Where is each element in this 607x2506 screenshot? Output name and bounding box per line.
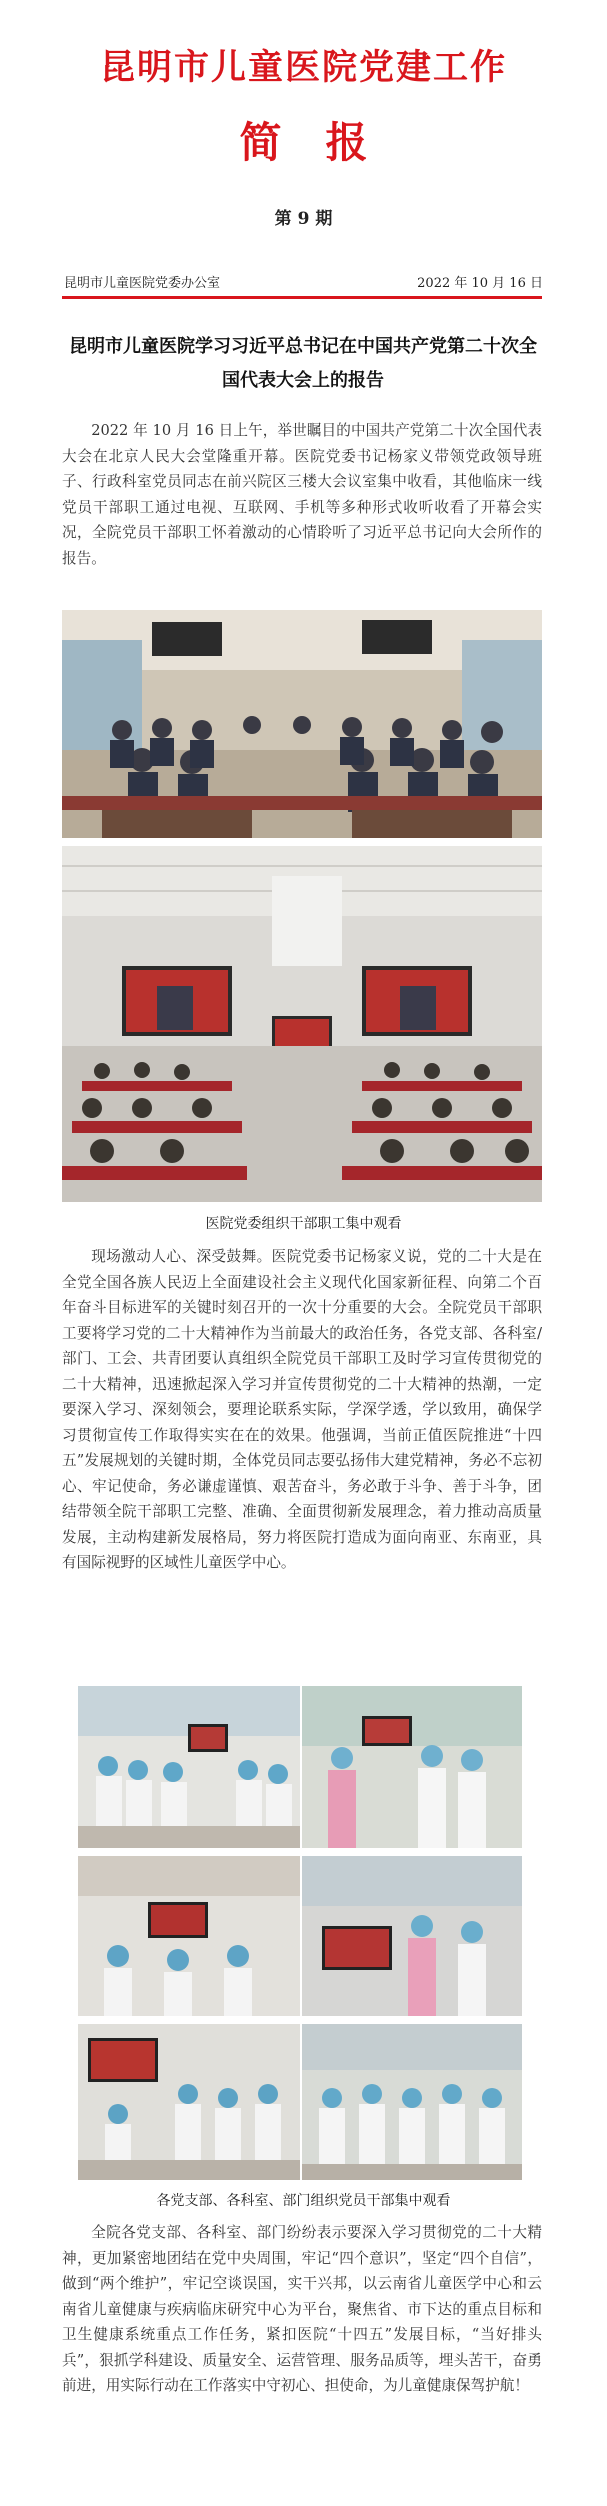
article-paragraph-2: 现场激动人心、深受鼓舞。医院党委书记杨家义说，党的二十大是在全党全国各族人民迈上全面建设社会主义现代化国家新征程、向第二个百年奋斗目标进军的关键时刻召开的一次十分重要的大会。全院党员干部职工要将学习党的二十大精神作为当前最大的政治任务，各党支部、各科室/部门、工会、共青团要认真组织全院党员干部职工及时学习宣传贯彻党的二十大精神，迅速掀起深入学习并宣传贯彻党的二十大精神的热潮，一定要深入学习、深刻领会，要理论联系实际，学深学透，学以致用，确保学习贯彻宣传工作取得实实在在的效果。他强调，当前正值医院推进“十四五”发展规划的关键时期，全体党员同志要弘扬伟大建党精神，务必不忘初心、牢记使命，务必谦虚谨慎、艰苦奋斗，务必敢于斗争、善于斗争，团结带领全院干部职工完整、准确、全面贯彻新发展理念，着力推动高质量发展，主动构建新发展格局，努力将医院打造成为面向南亚、东南亚，具有国际视野的区域性儿童医学中心。 <box>62 1248 542 1571</box>
article-paragraph-1: 2022 年 10 月 16 日上午，举世瞩目的中国共产党第二十次全国代表大会在北京人民大会堂隆重开幕。医院党委书记杨家义带领党政领导班子、行政科室党员同志在前兴院区三楼大会议室集中收看，其他临床一线党员干部职工通过电视、互联网、手机等多种形式收听收看了开幕会实况，全院党员干部职工怀着激动的心情聆听了习近平总书记向大会所作的报告。 <box>62 422 542 567</box>
issuing-office: 昆明市儿童医院党委办公室 <box>64 276 221 291</box>
department-photo-1 <box>78 1686 300 1848</box>
article-paragraph-3: 全院各党支部、各科室、部门纷纷表示要深入学习贯彻党的二十大精神，更加紧密地团结在党中央周围，牢记“四个意识”，坚定“四个自信”，做到“两个维护”，牢记空谈误国，实干兴邦，以云南省儿童医学中心和云南省儿童健康与疾病临床研究中心为平台，聚焦省、市下达的重点目标和卫生健康系统重点工作任务，紧扣医院“十四五”发展目标，“当好排头兵”，狠抓学科建设、质量安全、运营管理、服务品质等，埋头苦干，奋勇前进，用实际行动在工作落实中守初心、担使命，为儿童健康保驾护航！ <box>62 2224 542 2394</box>
issue-date: 2022 年 10 月 16 日 <box>417 276 543 291</box>
department-photo-6 <box>302 2024 522 2180</box>
photo-caption-1: 医院党委组织干部职工集中观看 <box>205 1216 402 1232</box>
department-photo-3 <box>78 1856 300 2016</box>
department-photo-2 <box>302 1686 522 1848</box>
article-headline: 昆明市儿童医院学习习近平总书记在中国共产党第二十次全国代表大会上的报告 <box>69 336 537 391</box>
department-photo-4 <box>302 1856 522 2016</box>
masthead-divider <box>62 296 542 299</box>
meeting-photo-audience <box>62 610 542 838</box>
department-photo-5 <box>78 2024 300 2180</box>
bulletin-title: 昆明市儿童医院党建工作 <box>99 47 507 88</box>
meeting-photo-hall <box>62 846 542 1202</box>
issue-number: 第 9 期 <box>274 209 333 229</box>
bulletin-subtitle: 简报 <box>239 118 412 167</box>
photo-caption-2: 各党支部、各科室、部门组织党员干部集中观看 <box>156 2193 451 2209</box>
